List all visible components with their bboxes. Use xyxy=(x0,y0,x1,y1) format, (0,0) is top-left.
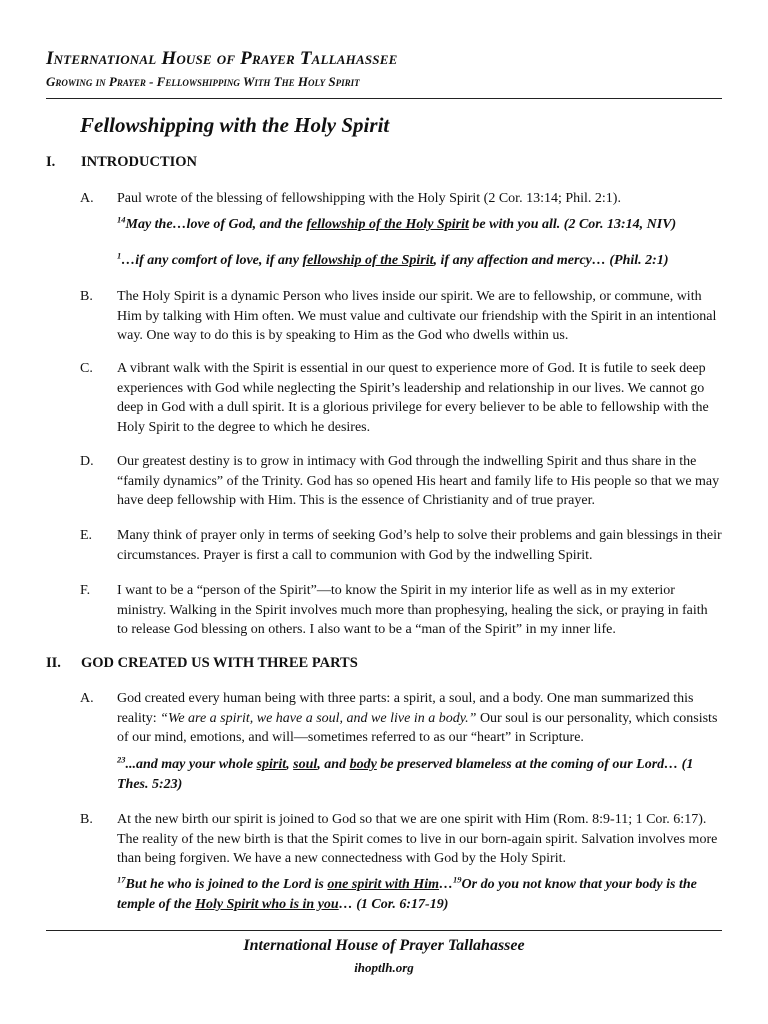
verse-number: 1 xyxy=(117,250,122,261)
document-title: Fellowshipping with the Holy Spirit xyxy=(80,113,390,137)
item-text: The Holy Spirit is a dynamic Person who lives inside our spirit. We are to fellowship, or commune, with Him by talking with Him often. We must value and cultivate our friendship with the Spirit in an intentional way. One way to do this is by speaking to Him as the God who dwells within us. xyxy=(117,289,717,343)
item-text: A vibrant walk with the Spirit is essential in our quest to experience more of God. It is futile to seek deep experiences with God while neglecting the Spirit’s leadership and relationship in our lives. We cannot go deep in God with a dull spirit. It is a glorious privilege for every believer to be able to fellowship with the Holy Spirit to the degree to which he desires. xyxy=(117,361,709,435)
underlined-phrase: fellowship of the Holy Spirit xyxy=(306,217,469,232)
header-subtitle: Growing in Prayer - Fellowshipping With The Holy Spirit xyxy=(46,74,360,89)
underlined-word: body xyxy=(349,757,377,772)
item-text: I want to be a “person of the Spirit”—to know the Spirit in my interior life as well as in my exterior ministry. Walking in the Spirit involves much more than prophesying, healing the sick, or praying in faith to release God blessing on others. I also want to be a “man of the Spirit” in my inner life. xyxy=(117,583,708,637)
item-letter: F. xyxy=(80,583,91,598)
verse-number: 19 xyxy=(453,874,462,885)
section-number: II. xyxy=(46,655,61,671)
underlined-phrase: one spirit with Him xyxy=(327,877,440,892)
section-title: INTRODUCTION xyxy=(81,154,198,170)
header-divider xyxy=(46,98,722,99)
footer-org-name: International House of Prayer Tallahassee xyxy=(243,937,525,954)
item-letter: D. xyxy=(80,454,94,469)
header-org-name: International House of Prayer Tallahassee xyxy=(46,48,398,69)
scripture-quote: $^{17}$But he who is joined to the Lord is one spirit with Him…$^{19}$Or do you not know that your body is the temple of the Holy Spirit who is in you… (1 Cor. 6:17-19) xyxy=(117,874,697,912)
scripture-quote: $^{23}$...and may your whole spirit, soul, and body be preserved blameless at the coming of our Lord… (1 Thes. 5:23) xyxy=(117,754,694,792)
footer-website: ihoptlh.org xyxy=(354,960,414,975)
item-letter: C. xyxy=(80,361,93,376)
section-number: I. xyxy=(46,154,56,170)
scripture-quote: $^{14}$May the…love of God, and the fellowship of the Holy Spirit be with you all. (2 Cor. 13:14, NIV) xyxy=(117,214,677,232)
item-text: Many think of prayer only in terms of seeking God’s help to solve their problems and gain blessings in their circumstances. Prayer is first a call to communion with God by the indwelling Spirit. xyxy=(117,528,722,563)
underlined-word: soul xyxy=(293,757,318,772)
verse-number: 17 xyxy=(117,874,126,885)
item-text: At the new birth our spirit is joined to God so that we are one spirit with Him (Rom. 8:9-11; 1 Cor. 6:17). The reality of the new birth is that the Spirit comes to live in our born-again spirit. Salvation involves more than being forgiven. We have a new connectedness with God by the Holy Spirit. xyxy=(117,812,718,866)
underlined-phrase: fellowship of the Spirit xyxy=(302,253,434,268)
scripture-quote: $^1$…if any comfort of love, if any fellowship of the Spirit, if any affection and mercy… (Phil. 2:1) xyxy=(117,250,669,268)
item-letter: B. xyxy=(80,289,93,304)
item-letter: B. xyxy=(80,812,93,827)
item-letter: E. xyxy=(80,528,93,543)
underlined-word: spirit xyxy=(256,757,287,772)
footer-divider xyxy=(46,930,722,931)
item-text: Paul wrote of the blessing of fellowshipping with the Holy Spirit (2 Cor. 13:14; Phil. 2:1). xyxy=(117,191,621,206)
underlined-phrase: Holy Spirit who is in you xyxy=(195,896,339,912)
verse-number: 23 xyxy=(117,754,126,765)
section-title: GOD CREATED US WITH THREE PARTS xyxy=(81,655,358,671)
quoted-saying: “We are a spirit, we have a soul, and we live in a body.” xyxy=(160,710,477,726)
item-letter: A. xyxy=(80,691,94,706)
item-text: Our greatest destiny is to grow in intimacy with God through the indwelling Spirit and thus share in the “family dynamics” of the Trinity. God has so opened His heart and family life to His people so that we may have deep fellowship with Him. This is the essence of Christianity and of true prayer. xyxy=(117,454,720,508)
item-letter: A. xyxy=(80,191,94,206)
item-text: God created every human being with three parts: a spirit, a soul, and a body. One man summarized this reality: “We are a spirit, we have a soul, and we live in a body.” Our soul is our personality, which consists of our mind, emotions, and will—sometimes referred to as our “heart” in Scripture. xyxy=(117,691,718,745)
verse-number: 14 xyxy=(117,214,126,225)
